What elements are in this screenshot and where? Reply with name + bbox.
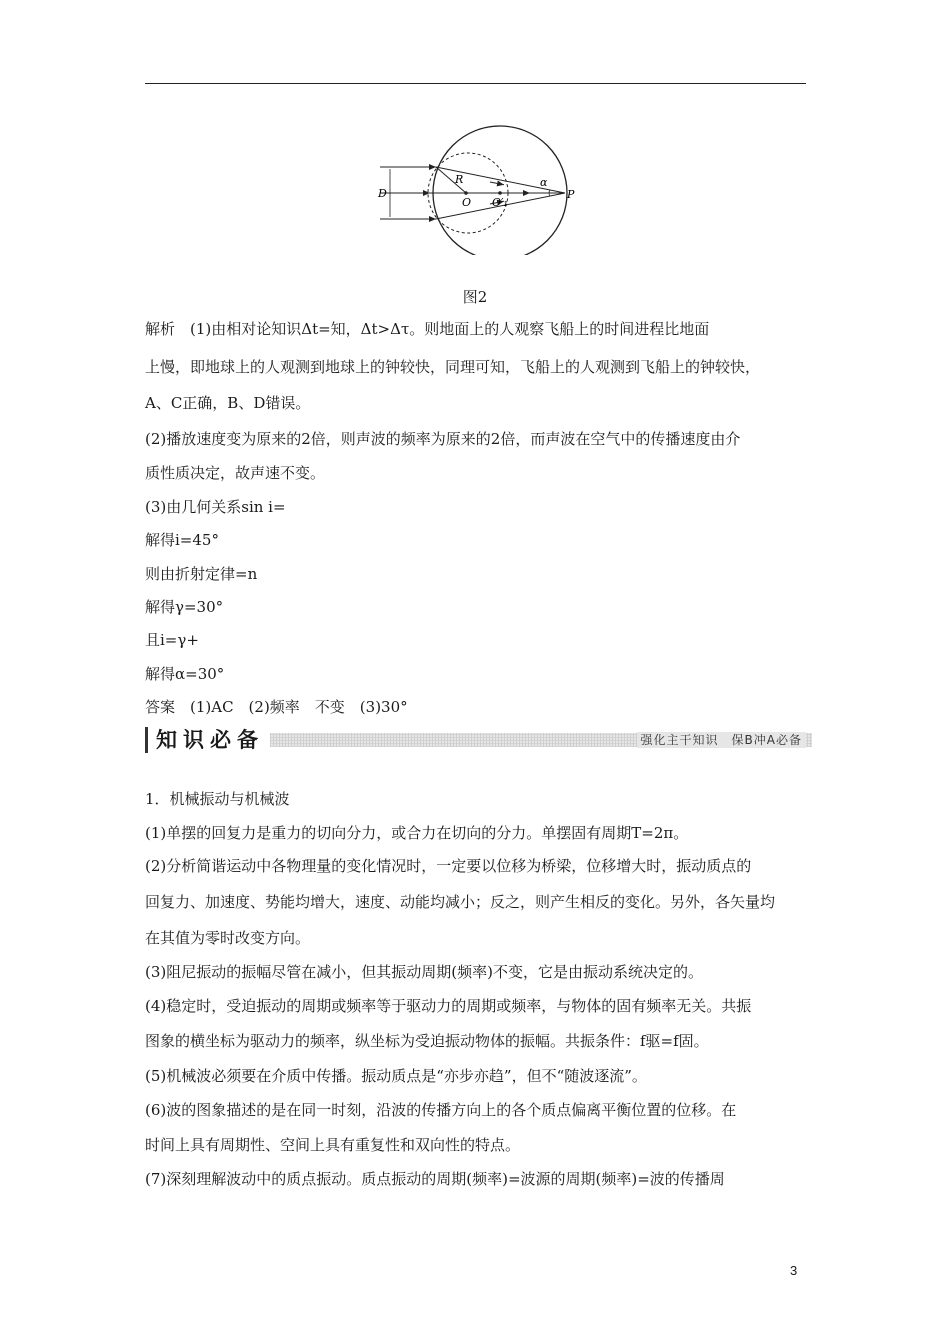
solution-line-1: 解析 (1)由相对论知识Δt=知，Δt>Δτ。则地面上的人观察飞船上的时间进程比地面 — [145, 320, 710, 338]
figure-caption: 图2 — [462, 288, 488, 306]
solution-line-2: 上慢，即地球上的人观测到地球上的钟较快，同理可知，飞船上的人观测到飞船上的钟较快， — [145, 358, 761, 376]
solution-line-5: 质性质决定，故声速不变。 — [145, 464, 326, 482]
optics-diagram — [370, 120, 580, 255]
point-O — [464, 191, 468, 195]
label-alpha: α — [540, 176, 548, 189]
solution-line-9: 解得γ=30° — [145, 598, 224, 616]
section-banner — [145, 727, 812, 753]
knowledge-p2c: 在其值为零时改变方向。 — [145, 929, 311, 947]
solution-line-8: 则由折射定律=n — [145, 565, 258, 583]
header-rule — [145, 83, 806, 84]
knowledge-p6a: (6)波的图象描述的是在同一时刻，沿波的传播方向上的各个质点偏离平衡位置的位移。在 — [145, 1101, 737, 1119]
solution-line-6: (3)由几何关系sin i= — [145, 498, 286, 516]
solution-line-7: 解得i=45° — [145, 531, 219, 549]
knowledge-p5: (5)机械波必须要在介质中传播。振动质点是“亦步亦趋”，但不“随波逐流”。 — [145, 1067, 647, 1085]
point-O1 — [498, 191, 502, 195]
knowledge-p2a: (2)分析简谐运动中各物理量的变化情况时，一定要以位移为桥梁，位移增大时，振动质点的 — [145, 857, 752, 875]
label-P: P — [567, 188, 575, 201]
banner-title: 知识必备 — [145, 727, 270, 753]
knowledge-p4b: 图象的横坐标为驱动力的频率，纵坐标为受迫振动物体的振幅。共振条件：f驱=f固。 — [145, 1032, 709, 1050]
knowledge-p6b: 时间上具有周期性、空间上具有重复性和双向性的特点。 — [145, 1136, 521, 1154]
knowledge-p4a: (4)稳定时，受迫振动的周期或频率等于驱动力的周期或频率，与物体的固有频率无关。共振 — [145, 997, 752, 1015]
knowledge-p1: (1)单摆的回复力是重力的切向分力，或合力在切向的分力。单摆固有周期T=2π。 — [145, 824, 689, 842]
arrow-top-mid — [490, 182, 504, 185]
solution-line-4: (2)播放速度变为原来的2倍，则声波的频率为原来的2倍，而声波在空气中的传播速度由介 — [145, 430, 741, 448]
label-O1: O′₁ — [492, 196, 508, 209]
answer-line: 答案 (1)AC (2)频率 不变 (3)30° — [145, 698, 408, 716]
label-D: D — [378, 187, 387, 200]
knowledge-p7: (7)深刻理解波动中的质点振动。质点振动的周期(频率)=波源的周期(频率)=波的传播周 — [145, 1170, 725, 1188]
solution-line-3: A、C正确，B、D错误。 — [145, 394, 311, 412]
banner-tag: 强化主干知识 保B冲A必备 — [637, 732, 806, 748]
label-O: O — [462, 196, 472, 209]
solution-line-10: 且i=γ+ — [145, 631, 199, 649]
solution-line-11: 解得α=30° — [145, 665, 225, 683]
large-circle — [433, 126, 567, 255]
page-number: 3 — [790, 1263, 798, 1278]
label-R: R — [455, 173, 464, 186]
knowledge-heading: 1．机械振动与机械波 — [145, 790, 290, 808]
knowledge-p3: (3)阻尼振动的振幅尽管在减小，但其振动周期(频率)不变，它是由振动系统决定的。 — [145, 963, 703, 981]
knowledge-p2b: 回复力、加速度、势能均增大，速度、动能均减小；反之，则产生相反的变化。另外，各矢量均 — [145, 893, 776, 911]
